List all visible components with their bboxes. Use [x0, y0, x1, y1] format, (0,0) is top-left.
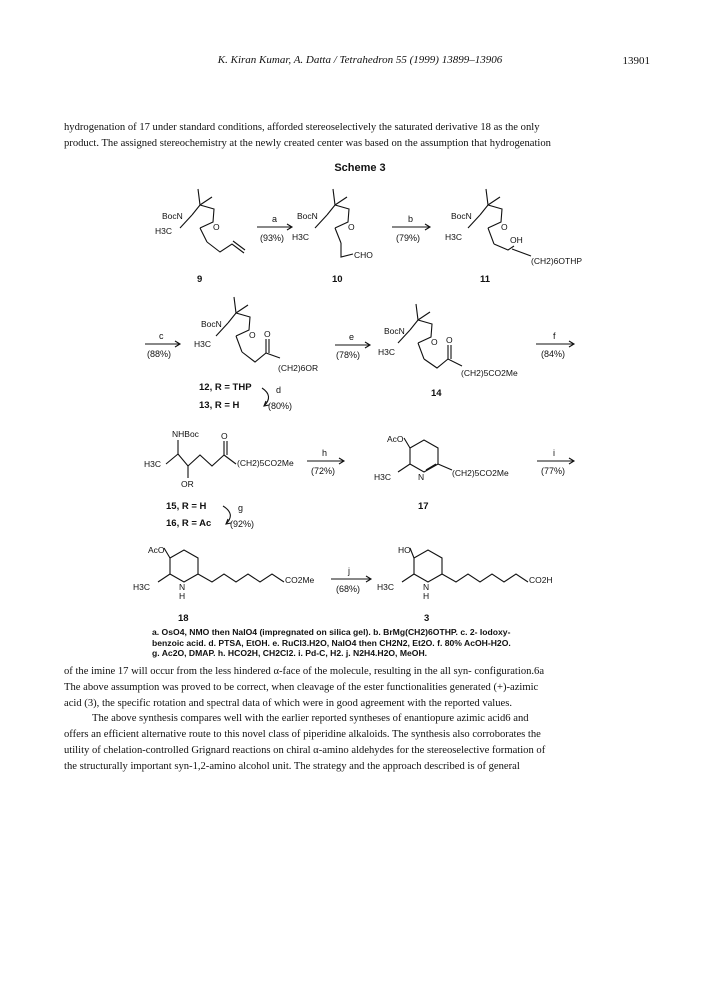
compound-number-10: 10 — [332, 274, 343, 285]
nitrogen-label: N — [179, 582, 186, 592]
nh-hydrogen-label: H — [423, 591, 430, 601]
compound-17-structure — [374, 434, 509, 482]
carbonyl-oxygen-label: O — [264, 329, 271, 339]
methyl-label: H3C — [133, 582, 151, 592]
compound-number-15: 15, R = H — [166, 501, 207, 512]
page-number: 13901 — [622, 55, 650, 67]
oxygen-label: O — [213, 222, 220, 232]
text-line: offers an efficient alternative route to this novel class of piperidine alkaloids. The synthesis also corroborates the — [64, 729, 541, 740]
footnote-line: a. OsO4, NMO then NaIO4 (impregnated on silica gel). b. BrMg(CH2)6OTHP. c. 2- Iodoxy- — [152, 627, 511, 637]
step-letter: d — [276, 385, 282, 395]
scheme-footnote — [152, 627, 592, 659]
compound-11-structure — [445, 189, 582, 266]
reaction-arrow-g — [223, 503, 254, 529]
compound-18-structure — [133, 545, 315, 601]
compound-number-9: 9 — [197, 274, 203, 285]
step-yield: (80%) — [268, 401, 293, 411]
text-line: of the imine 17 will occur from the less hindered α-face of the molecule, resulting in the all syn- configuration.6a — [64, 666, 545, 677]
reaction-arrow-f — [536, 331, 574, 359]
compound-number-14: 14 — [431, 388, 442, 399]
side-chain-label: (CH2)5CO2Me — [461, 368, 518, 378]
compound-12-structure — [194, 297, 318, 373]
footnote-line: benzoic acid. d. PTSA, EtOH. e. RuCl3.H2O, NaIO4 then CH2N2, Et2O. f. 80% AcOH-H2O. — [152, 637, 511, 648]
text-line: utility of chelation-controlled Grignard reactions on chiral α-amino aldehydes for the stereoselective formation of — [64, 745, 546, 756]
scheme-title: Scheme 3 — [334, 162, 386, 174]
reaction-arrow-e — [335, 332, 370, 360]
side-chain-label: (CH2)6OTHP — [531, 256, 583, 266]
compound-number-18: 18 — [178, 613, 189, 624]
step-letter: e — [349, 332, 355, 342]
methyl-label: H3C — [374, 472, 392, 482]
text-line: The above synthesis compares well with the earlier reported syntheses of enantiopure azimic acid6 and — [92, 713, 529, 724]
methyl-label: H3C — [445, 232, 463, 242]
nitrogen-label: N — [418, 472, 425, 482]
step-letter: a — [272, 214, 278, 224]
step-letter: i — [553, 448, 555, 458]
step-letter: b — [408, 214, 414, 224]
acetoxy-label: AcO — [387, 434, 404, 444]
oxygen-label: O — [249, 330, 256, 340]
oxygen-label: O — [431, 337, 438, 347]
carbonyl-oxygen-label: O — [221, 431, 228, 441]
compound-number-11: 11 — [480, 274, 491, 285]
boc-group-label: BocN — [384, 326, 405, 336]
footnote-line: g. Ac2O, DMAP. h. HCO2H, CH2Cl2. i. Pd-C, H2. j. N2H4.H2O, MeOH. — [152, 648, 428, 658]
methyl-label: H3C — [292, 232, 310, 242]
reaction-arrow-d — [262, 385, 292, 411]
boc-group-label: BocN — [451, 211, 472, 221]
text-line: The above assumption was proved to be correct, when cleavage of the ester functionalities generated (+)-azimic — [64, 682, 539, 693]
methyl-label: H3C — [378, 347, 396, 357]
step-yield: (77%) — [541, 466, 566, 476]
reaction-arrow-b — [392, 214, 430, 243]
reaction-arrow-a — [257, 214, 292, 243]
or-label: OR — [181, 479, 194, 489]
acetoxy-label: AcO — [148, 545, 165, 555]
paragraph-continuation — [64, 664, 656, 712]
reaction-arrow-c — [145, 331, 180, 359]
aldehyde-label: CHO — [354, 250, 373, 260]
step-yield: (72%) — [311, 466, 336, 476]
hydroxyl-label: OH — [510, 235, 523, 245]
acid-label: CO2H — [529, 575, 553, 585]
step-yield: (93%) — [260, 233, 285, 243]
compound-15-structure — [144, 429, 294, 489]
step-yield: (92%) — [230, 519, 255, 529]
boc-group-label: BocN — [162, 211, 183, 221]
side-chain-label: (CH2)6OR — [278, 363, 319, 373]
step-letter: h — [322, 448, 328, 458]
carbonyl-oxygen-label: O — [446, 335, 453, 345]
compound-number-16: 16, R = Ac — [166, 518, 212, 529]
paragraph-synthesis — [64, 711, 656, 775]
running-title: K. Kiran Kumar, A. Datta / Tetrahedron 55 (1999) 13899–13906 — [217, 54, 503, 66]
compound-9-structure — [155, 189, 245, 253]
boc-group-label: BocN — [297, 211, 318, 221]
text-line: acid (3), the specific rotation and spectral data of which were in good agreement with the reported values. — [64, 698, 512, 709]
text-line: the structurally important syn-1,2-amino alcohol unit. The strategy and the approach described is of general — [64, 761, 520, 772]
step-yield: (88%) — [147, 349, 172, 359]
oxygen-label: O — [501, 222, 508, 232]
compound-3-structure — [377, 545, 553, 601]
nhboc-label: NHBoc — [172, 429, 199, 439]
compound-10-structure — [292, 189, 373, 260]
compound-number-17: 17 — [418, 501, 429, 512]
nitrogen-label: N — [423, 582, 430, 592]
compound-number-3: 3 — [424, 613, 430, 624]
step-yield: (68%) — [336, 584, 361, 594]
side-chain-label: (CH2)5CO2Me — [237, 458, 294, 468]
methyl-label: H3C — [144, 459, 162, 469]
step-letter: f — [553, 331, 556, 341]
methyl-label: H3C — [155, 226, 173, 236]
boc-group-label: BocN — [201, 319, 222, 329]
nh-hydrogen-label: H — [179, 591, 186, 601]
step-letter: g — [238, 503, 244, 513]
methyl-label: H3C — [194, 339, 212, 349]
step-yield: (78%) — [336, 350, 361, 360]
compound-number-12: 12, R = THP — [199, 382, 252, 393]
step-yield: (84%) — [541, 349, 566, 359]
ester-label: CO2Me — [285, 575, 315, 585]
compound-number-13: 13, R = H — [199, 400, 240, 411]
methyl-label: H3C — [377, 582, 395, 592]
oxygen-label: O — [348, 222, 355, 232]
text-line: hydrogenation of 17 under standard conditions, afforded stereoselectively the saturated derivative 18 as the only — [64, 122, 540, 133]
step-yield: (79%) — [396, 233, 421, 243]
reaction-arrow-i — [537, 448, 574, 476]
hydroxyl-label: HO — [398, 545, 411, 555]
text-line: product. The assigned stereochemistry at the newly created center was based on the assumption that hydrogenation — [64, 138, 551, 149]
reaction-arrow-h — [307, 448, 344, 476]
compound-14-structure — [378, 304, 518, 378]
reaction-arrow-j — [331, 566, 371, 594]
step-letter: c — [159, 331, 164, 341]
step-letter: j — [348, 566, 350, 576]
side-chain-label: (CH2)5CO2Me — [452, 468, 509, 478]
